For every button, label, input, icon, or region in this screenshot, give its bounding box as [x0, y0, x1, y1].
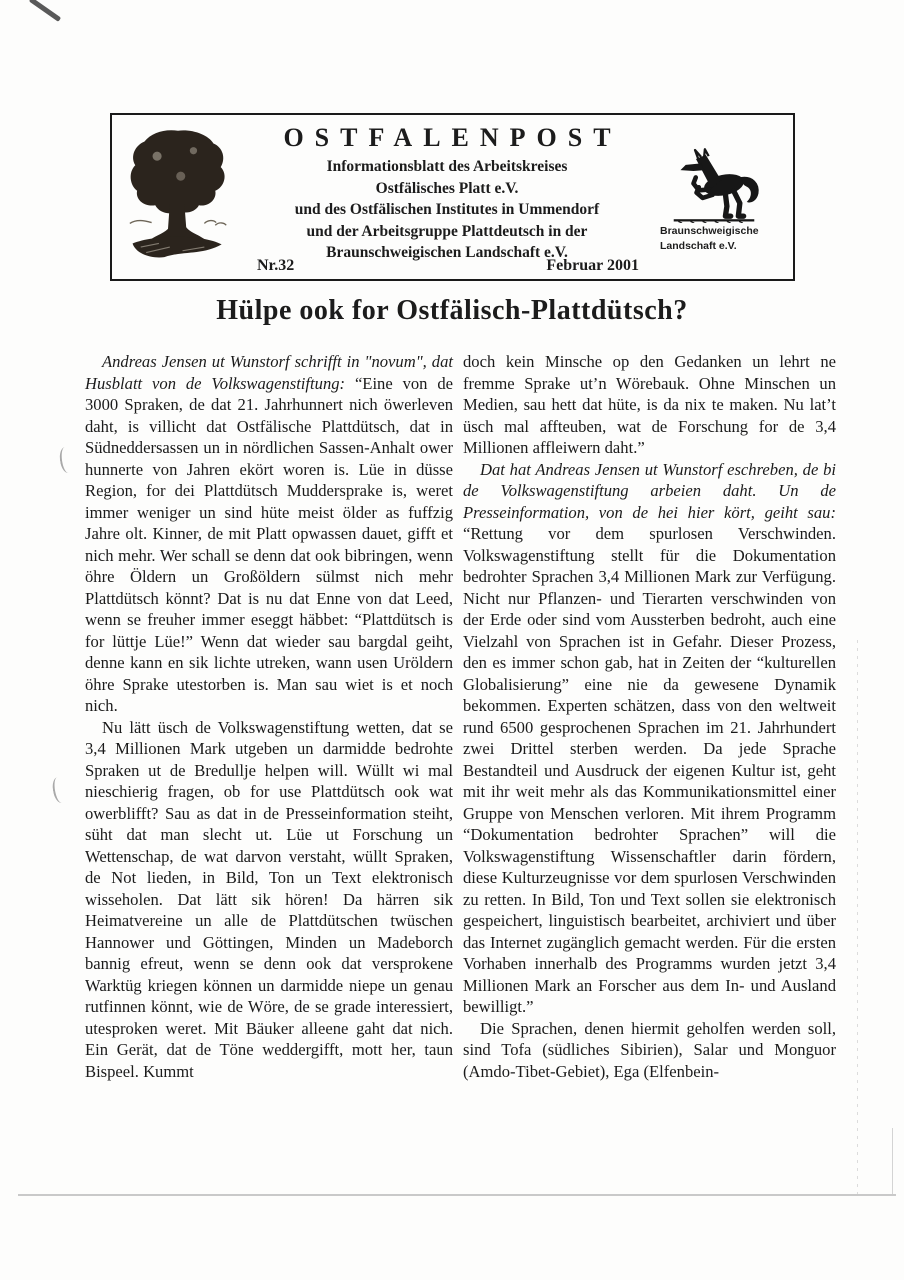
rearing-horse-icon: [662, 147, 766, 223]
article-paragraph: [463, 459, 836, 1018]
masthead-subtitle-line: Ostfälisches Platt e.V.: [375, 179, 519, 197]
scan-edge-line: [892, 1128, 893, 1194]
masthead-subtitle-line: und des Ostfälischen Institutes in Ummendorf: [294, 201, 600, 218]
article-column-right: [463, 351, 836, 1082]
text-run: “Rettung vor dem spurlosen Verschwinden. Volkswagenstiftung stellt für die Dokumentation bedrohter Sprachen 3,4 Millionen Mark zur Verfügung. Nicht nur Pflanzen- und Tierarten verschwinden von der Erde oder sind vom Aussterben bedroht, auch eine Vielzahl von Sprachen ist in Gefahr. Dieser Prozess, den es immer schon gab, hat in Zeiten der “kulturellen Globalisierung” eine nie da gewesene Dynamik bekommen. Experten schätzen, dass von den weltweit rund 6500 gesprochenen Sprachen im 21. Jahrhundert zwei Drittel sterben werden. Da jede Sprache Bestandteil und Ausdruck der eigenen Kultur ist, geht mit ihr weit mehr als das Kommunikationsmittel einer Gruppe von Menschen verloren. Mit ihrem Programm “Dokumentation bedrohter Sprachen” will die Volkswagenstiftung Wissenschaftler darin fördern, diese Kulturzeugnisse vor dem spurlosen Verschwinden zu retten. In Bild, Ton und Text sollen sie elektronisch gespeichert, linguistisch bearbeitet, archiviert und über das Internet zugänglich gemacht werden. Für die ersten Vorhaben innerhalb des Programms wurden jetzt 3,4 Millionen Mark an Forscher aus dem In- und Ausland bewilligt.”: [463, 524, 836, 1016]
masthead-subtitle-line: Informationsblatt des Arbeitskreises: [326, 158, 568, 175]
scan-edge-line: [18, 1194, 896, 1196]
masthead-subtitle-line: Braunschweigischen Landschaft e.V.: [326, 244, 568, 261]
masthead-box: [110, 113, 795, 281]
oak-tree-icon: [128, 127, 228, 269]
text-run: doch kein Minsche op den Gedanken un lehrt ne fremme Sprake ut’n Wörebauk. Ohne Minschen un Medien, sau hett dat hüte, is da nix te maken. Nu lat’t üsch mal affteuben, wat de Forschung for de 3,4 Millionen affleiwern daht.”: [463, 352, 836, 457]
masthead-subtitle-line: und der Arbeitsgruppe Plattdeutsch in der: [306, 222, 588, 240]
article-column-left: [85, 351, 453, 1082]
scan-artifact-mark: [29, 0, 61, 22]
text-run: Nu lätt üsch de Volkswagenstiftung wetten, dat se 3,4 Millionen Mark utgeben un darmidde bedrohte Spraken ut de Bredullje helpen will. Wüllt wi mal nieschierig fragen, ob for use Plattdütsch ook wat owerblifft? Sau as dat in de Presseinformation steiht, süht dat man slecht ut. Lüe ut Forschung un Wettenschap, de wat darvon verstaht, wüllt Spraken, de Not lieden, in Bild, Ton un Text elektronisch wisseholen. Dat lätt sik hören! Da härren sik Heimatvereine un alle de Plattdütschen twüschen Hannower und Göttingen, Minden un Madeborch bannig efreut, wenn se denn ook dat versprokene Warktüg kriegen können un darmidde niepe un genau rutfinnen könnt, wie de Wöre, de se grade interessiert, utesproken weret. Mit Bäuker alleene gaht dat nich. Ein Gerät, dat de Töne weddergifft, mott her, taun Bispeel. Kummt: [85, 717, 453, 1081]
issue-line: [257, 257, 639, 275]
issue-date: Februar 2001: [546, 257, 639, 274]
newsletter-title: OSTFALENPOST: [283, 123, 622, 152]
article-paragraph: [463, 1018, 836, 1083]
scan-edge-line: [857, 640, 858, 1194]
braunschweigische-landschaft-logo: [654, 147, 786, 253]
italic-text-run: Dat hat Andreas Jensen ut Wunstorf eschreben, de bi de Volkswagenstiftung arbeien daht. Un de Presseinformation, von de hei hier kört, geiht sau:: [463, 459, 836, 522]
issue-number: Nr.32: [257, 257, 295, 274]
article-headline: Hülpe ook for Ostfälisch-Plattdütsch?: [216, 295, 688, 326]
binder-punch-mark: [58, 446, 74, 474]
text-run: Die Sprachen, denen hiermit geholfen werden soll, sind Tofa (südliches Sibirien), Salar und Monguor (Amdo-Tibet-Gebiet), Ega (Elfenbein-: [463, 1018, 836, 1081]
text-run: “Eine von de 3000 Spraken, de dat 21. Jahrhunnert nich öwerleven daht, is villicht dat Ostfälische Plattdütsch, dat in Südneddersassen un in nördlichen Sassen-Anhalt ower hunnerte von Jahren ekört woren is. Lüe in düsse Region, for dei Plattdütsch Muddersprake is, weret immer weniger un sind hüte meist ölder as fuffzig Jahre olt. Kinner, de mit Platt opwassen dauet, gifft et nich mehr. Wer schall se denn dat ook bibringen, wenn öhre Öldern un Großöldern sülmst nich mehr Plattdütsch könnt? Dat is nu dat Enne von dat Leed, wenn se freuher immer eseggt häbbet: “Plattdütsch is for lüttje Lüe!” Wenn dat wieder sau bargdal geiht, denne kann en sik lichte utreken, wann usen Uröldern öhre Sprake utestorben is. Man sau wiet is et noch nich.: [85, 373, 454, 715]
masthead-text-block: [230, 123, 664, 264]
logo-caption-line: Braunschweigische: [660, 225, 759, 237]
italic-text-run: Andreas Jensen ut Wunstorf schrifft in "novum", dat Husblatt von de Volkswagenstiftung:: [85, 352, 453, 393]
article-paragraph: [85, 717, 453, 1083]
binder-punch-mark: [51, 776, 68, 804]
logo-caption-line: Landschaft e.V.: [660, 240, 737, 252]
article-paragraph: [85, 351, 453, 717]
article-paragraph: [463, 351, 836, 459]
